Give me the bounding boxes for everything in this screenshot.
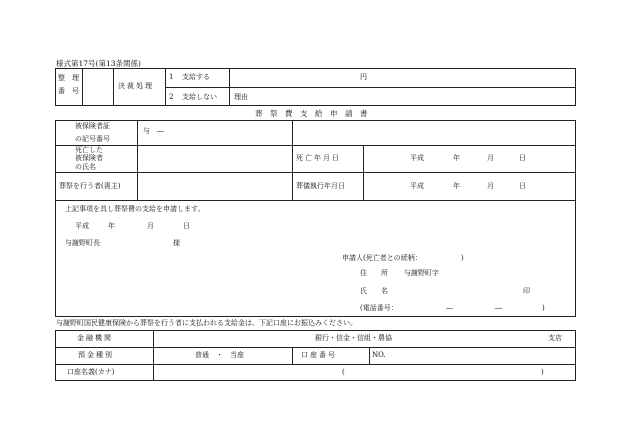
- account-holder-open: (: [342, 368, 345, 376]
- form-title: 葬 祭 費 支 給 申 請 書: [255, 109, 368, 118]
- deceased-label-2: 被保険者: [75, 154, 103, 162]
- death-date-year: 年: [453, 154, 460, 162]
- bank-name-label: 金融機関: [77, 334, 113, 342]
- applicant-relation-close: ): [461, 254, 464, 262]
- account-number-label: 口座番号: [301, 351, 337, 359]
- death-date-era: 平成: [410, 154, 424, 162]
- option2-label: 支給しない: [182, 93, 217, 101]
- funeral-date-era: 平成: [410, 182, 424, 190]
- address-label: 住 所: [360, 269, 388, 277]
- death-date-month: 月: [487, 154, 494, 162]
- insured-cert-label-1: 被保険者証: [75, 122, 110, 130]
- death-date-day: 日: [519, 154, 526, 162]
- application-date-year: 年: [108, 222, 115, 230]
- mayor-suffix: 様: [173, 239, 180, 247]
- option1-label: 支給する: [182, 73, 210, 81]
- application-date-month: 月: [147, 222, 154, 230]
- deceased-label-1: 死亡した: [75, 146, 103, 154]
- bank-branch: 支店: [548, 334, 562, 342]
- form-number: 様式第17号(第13条関係): [56, 59, 141, 68]
- option2-number: 2: [169, 93, 174, 101]
- mayor-label: 与謝野町長: [65, 239, 100, 247]
- phone-close: ): [542, 304, 545, 312]
- phone-label: (電話番号：: [360, 304, 398, 312]
- deposit-type-label: 預金種別: [78, 351, 114, 359]
- application-date-day: 日: [183, 222, 190, 230]
- seiri-label-1: 整 理: [58, 74, 79, 82]
- option1-number: 1: [169, 73, 174, 81]
- option1-unit: 円: [360, 73, 367, 81]
- seiri-label-2: 番 号: [58, 87, 79, 95]
- phone-dash-2: ―: [495, 304, 502, 312]
- funeral-date-day: 日: [519, 182, 526, 190]
- death-date-label: 死亡年月日: [296, 154, 341, 162]
- bank-notice: 与謝野町国民健康保険から葬祭を行う者に支払われる支給金は、下記口座にお振込みください。: [56, 319, 357, 327]
- applicant-section: [55, 120, 576, 317]
- account-holder-close: ): [541, 368, 544, 376]
- account-number-prefix: NO.: [372, 351, 386, 359]
- funeral-date-year: 年: [453, 182, 460, 190]
- funeral-date-month: 月: [487, 182, 494, 190]
- insured-cert-label-2: の記号番号: [75, 135, 110, 143]
- applicant-name-label: 氏 名: [360, 287, 388, 295]
- address-value: 与謝野町字: [404, 269, 439, 277]
- bank-types: 銀行・信金・信組・農協: [315, 334, 392, 342]
- declaration-text: 上記事項を具し葬祭費の支給を申請します。: [65, 205, 205, 213]
- applicant-relation-label: 申請人(死亡者との続柄：: [342, 254, 422, 262]
- funeral-date-label: 葬儀執行年月日: [296, 182, 345, 190]
- option2-reason: 理由: [234, 93, 248, 101]
- deposit-type-value: 普通 ・ 当座: [195, 351, 244, 359]
- kessai-label: 決裁処理: [118, 82, 154, 90]
- funeral-host-label: 葬祭を行う者(喪主): [59, 182, 121, 190]
- application-date-era: 平成: [75, 222, 89, 230]
- account-holder-label: 口座名義(カナ): [67, 368, 115, 376]
- phone-dash-1: ―: [446, 304, 453, 312]
- deceased-label-3: の氏名: [75, 163, 96, 171]
- seal-mark: 印: [523, 287, 530, 295]
- insured-cert-value: 与 ―: [143, 127, 164, 135]
